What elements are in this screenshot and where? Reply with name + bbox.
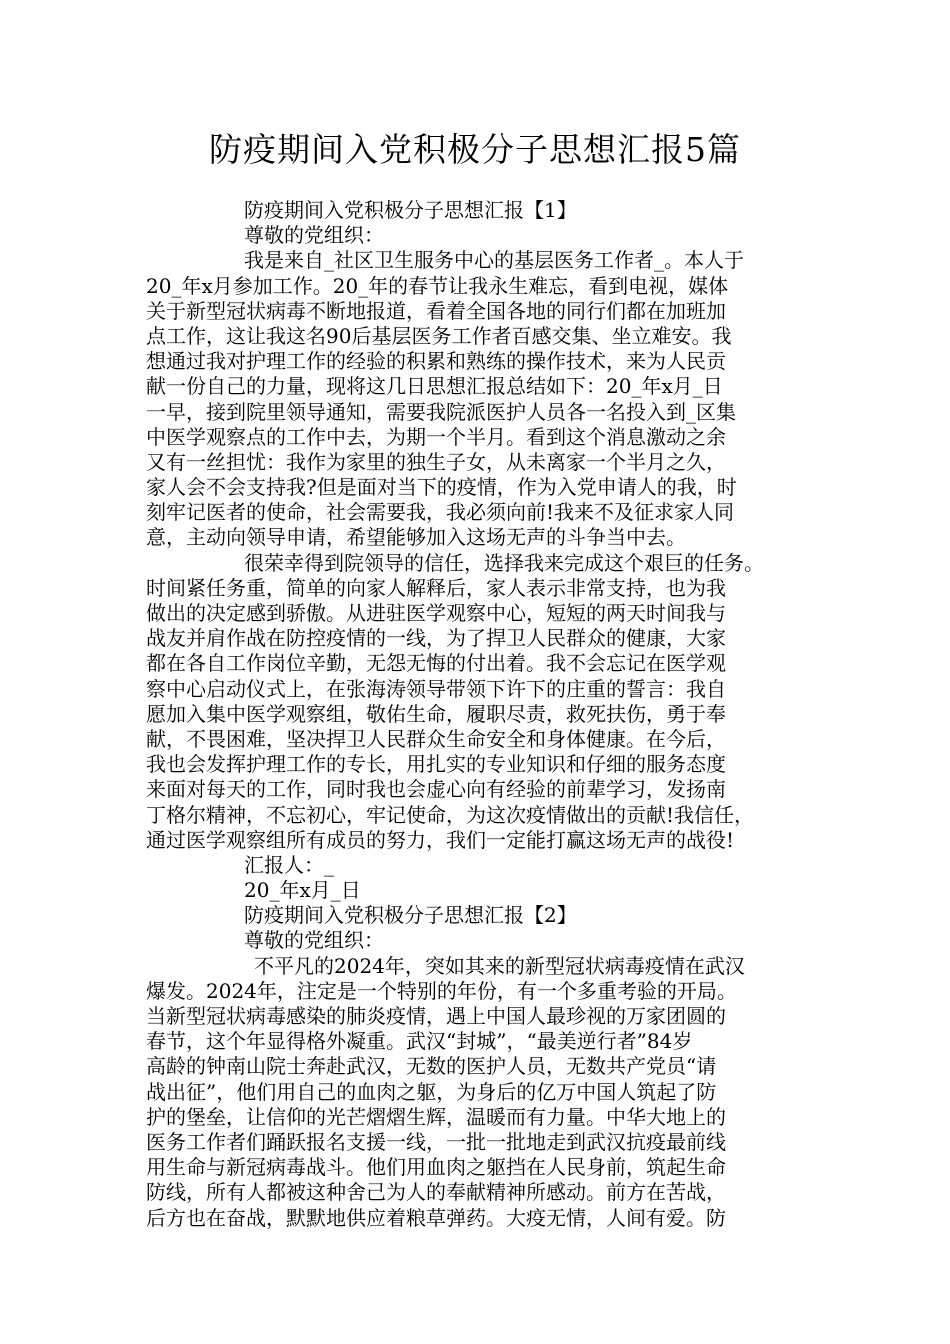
text-line: 春节，这个年显得格外凝重。武汉“封城”，“最美逆行者”84岁 xyxy=(146,1029,693,1054)
text-line: 医务工作者们踊跃报名支援一线，一批一批地走到武汉抗疫最前线 xyxy=(146,1129,726,1154)
text-line: 想通过我对护理工作的经验的积累和熟练的操作技术，来为人民贡 xyxy=(146,349,726,374)
text-line: 关于新型冠状病毒不断地报道，看着全国各地的同行们都在加班加 xyxy=(146,298,726,323)
text-line: 献，不畏困难，坚决捍卫人民群众生命安全和身体健康。在今后， xyxy=(146,726,726,751)
text-line: 当新型冠状病毒感染的肺炎疫情，遇上中国人最珍视的万家团圆的 xyxy=(146,1004,726,1028)
text-line: 时间紧任务重，简单的向家人解释后，家人表示非常支持，也为我 xyxy=(146,575,726,600)
text-line: 又有一丝担忧：我作为家里的独生子女，从未离家一个半月之久， xyxy=(146,449,726,474)
text-line: 20_年x月_日 xyxy=(244,878,361,903)
text-line: 用生命与新冠病毒战斗。他们用血肉之躯挡在人民身前，筑起生命 xyxy=(146,1155,726,1180)
text-line: 不平凡的2024年，突如其来的新型冠状病毒疫情在武汉 xyxy=(254,953,745,978)
text-line: 尊敬的党组织： xyxy=(244,223,384,248)
text-line: 做出的决定感到骄傲。从进驻医学观察中心，短短的两天时间我与 xyxy=(146,601,726,625)
text-line: 刻牢记医者的使命，社会需要我，我必须向前!我来不及征求家人同 xyxy=(146,500,735,525)
text-line: 防线，所有人都被这种舍己为人的奉献精神所感动。前方在苦战， xyxy=(146,1180,726,1205)
text-line: 一早，接到院里领导通知，需要我院派医护人员各一名投入到_区集 xyxy=(146,399,736,424)
text-line: 家人会不会支持我?但是面对当下的疫情，作为入党申请人的我，时 xyxy=(146,475,737,500)
text-line: 防疫期间入党积极分子思想汇报【2】 xyxy=(244,903,577,928)
text-line: 护的堡垒，让信仰的光芒熠熠生辉，温暖而有力量。中华大地上的 xyxy=(146,1104,726,1129)
text-line: 很荣幸得到院领导的信任，选择我来完成这个艰巨的任务。 xyxy=(244,550,764,575)
text-line: 我也会发挥护理工作的专长，用扎实的专业知识和仔细的服务态度 xyxy=(146,752,726,777)
page-title: 防疫期间入党积极分子思想汇报5篇 xyxy=(209,130,741,169)
text-line: 汇报人：_ xyxy=(244,852,334,877)
text-line: 意，主动向领导申请，希望能够加入这场无声的斗争当中去。 xyxy=(146,525,686,550)
text-line: 中医学观察点的工作中去，为期一个半月。看到这个消息激动之余 xyxy=(146,424,726,449)
document-body xyxy=(146,198,806,1231)
text-line: 都在各自工作岗位辛勤，无怨无悔的付出着。我不会忘记在医学观 xyxy=(146,651,726,676)
text-line: 察中心启动仪式上，在张海涛领导带领下许下的庄重的誓言：我自 xyxy=(146,676,726,701)
text-line: 愿加入集中医学观察组，敬佑生命，履职尽责，救死扶伤，勇于奉 xyxy=(146,701,726,726)
text-line: 来面对每天的工作，同时我也会虚心向有经验的前辈学习，发扬南 xyxy=(146,777,726,802)
text-line: 丁格尔精神，不忘初心，牢记使命，为这次疫情做出的贡献!我信任， xyxy=(146,802,755,827)
text-line: 防疫期间入党积极分子思想汇报【1】 xyxy=(244,198,577,222)
text-line: 后方也在奋战，默默地供应着粮草弹药。大疫无情，人间有爱。防 xyxy=(146,1205,726,1230)
text-line: 高龄的钟南山院士奔赴武汉，无数的医护人员，无数共产党员“请 xyxy=(146,1054,717,1079)
text-line: 我是来自_社区卫生服务中心的基层医务工作者_。本人于 xyxy=(244,248,744,273)
text-line: 战出征”，他们用自己的血肉之躯，为身后的亿万中国人筑起了防 xyxy=(146,1079,717,1104)
text-line: 通过医学观察组所有成员的努力，我们一定能打赢这场无声的战役! xyxy=(146,827,735,852)
text-line: 献一份自己的力量，现将这几日思想汇报总结如下：20_年x月_日 xyxy=(146,374,723,399)
text-line: 点工作，这让我这名90后基层医务工作者百感交集、坐立难安。我 xyxy=(146,323,732,348)
text-line: 尊敬的党组织： xyxy=(244,928,384,953)
text-line: 爆发。2024年，注定是一个特别的年份，有一个多重考验的开局。 xyxy=(146,978,737,1003)
text-line: 战友并肩作战在防控疫情的一线，为了捍卫人民群众的健康，大家 xyxy=(146,626,726,651)
text-line: 20_年x月参加工作。20_年的春节让我永生难忘，看到电视，媒体 xyxy=(146,273,729,298)
